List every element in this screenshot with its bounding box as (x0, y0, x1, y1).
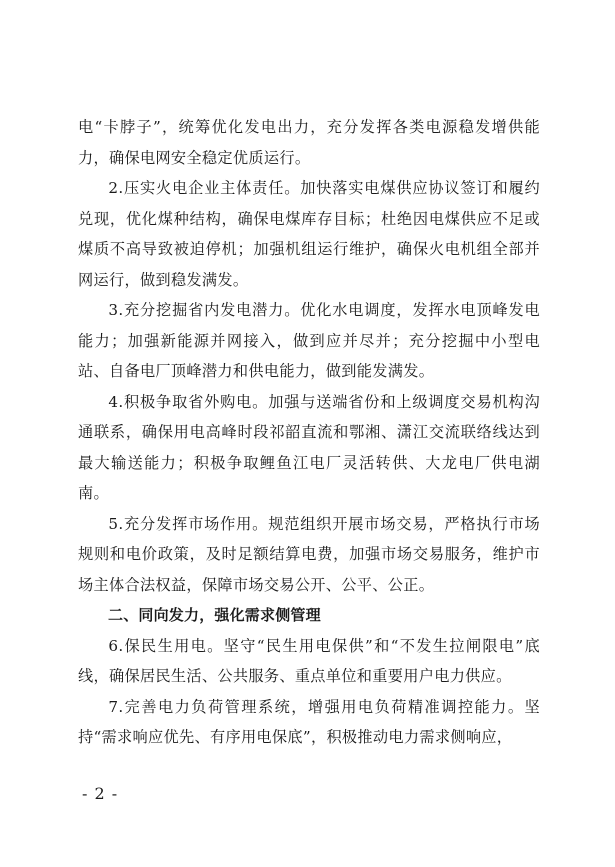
document-body (78, 112, 540, 753)
paragraph-item-7: 7.完善电力负荷管理系统，增强用电负荷精准调控能力。坚持“需求响应优先、有序用电保底”，积极推动电力需求侧响应， (78, 697, 540, 746)
paragraph-item-4: 4.积极争取省外购电。加强与送端省份和上级调度交易机构沟通联系，确保用电高峰时段祁韶直流和鄂湘、潇江交流联络线达到最大输送能力；积极争取鲤鱼江电厂灵活转供、大龙电厂供电湖南。 (78, 392, 540, 502)
paragraph-item-6: 6.保民生用电。坚守“民生用电保供”和“不发生拉闸限电”底线，确保居民生活、公共服务、重点单位和重要用户电力供应。 (78, 636, 540, 685)
paragraph-item-2: 2.压实火电企业主体责任。加快落实电煤供应协议签订和履约兑现，优化煤种结构，确保电煤库存目标；杜绝因电煤供应不足或煤质不高导致被迫停机；加强机组运行维护，确保火电机组全部并网运行，做到稳发满发。 (78, 179, 540, 289)
section-heading: 二、同向发力，强化需求侧管理 (108, 606, 321, 624)
paragraph-item-5: 5.充分发挥市场作用。规范组织开展市场交易，严格执行市场规则和电价政策，及时足额结算电费，加强市场交易服务，维护市场主体合法权益，保障市场交易公开、公平、公正。 (78, 514, 540, 594)
page-number: - 2 - (82, 784, 119, 803)
paragraph-continuation: 电“卡脖子”，统筹优化发电出力，充分发挥各类电源稳发增供能力，确保电网安全稳定优质运行。 (78, 118, 540, 167)
paragraph-item-3: 3.充分挖掘省内发电潜力。优化水电调度，发挥水电顶峰发电能力；加强新能源并网接入，做到应并尽并；充分挖掘中小型电站、自备电厂顶峰潜力和供电能力，做到能发满发。 (78, 301, 540, 380)
